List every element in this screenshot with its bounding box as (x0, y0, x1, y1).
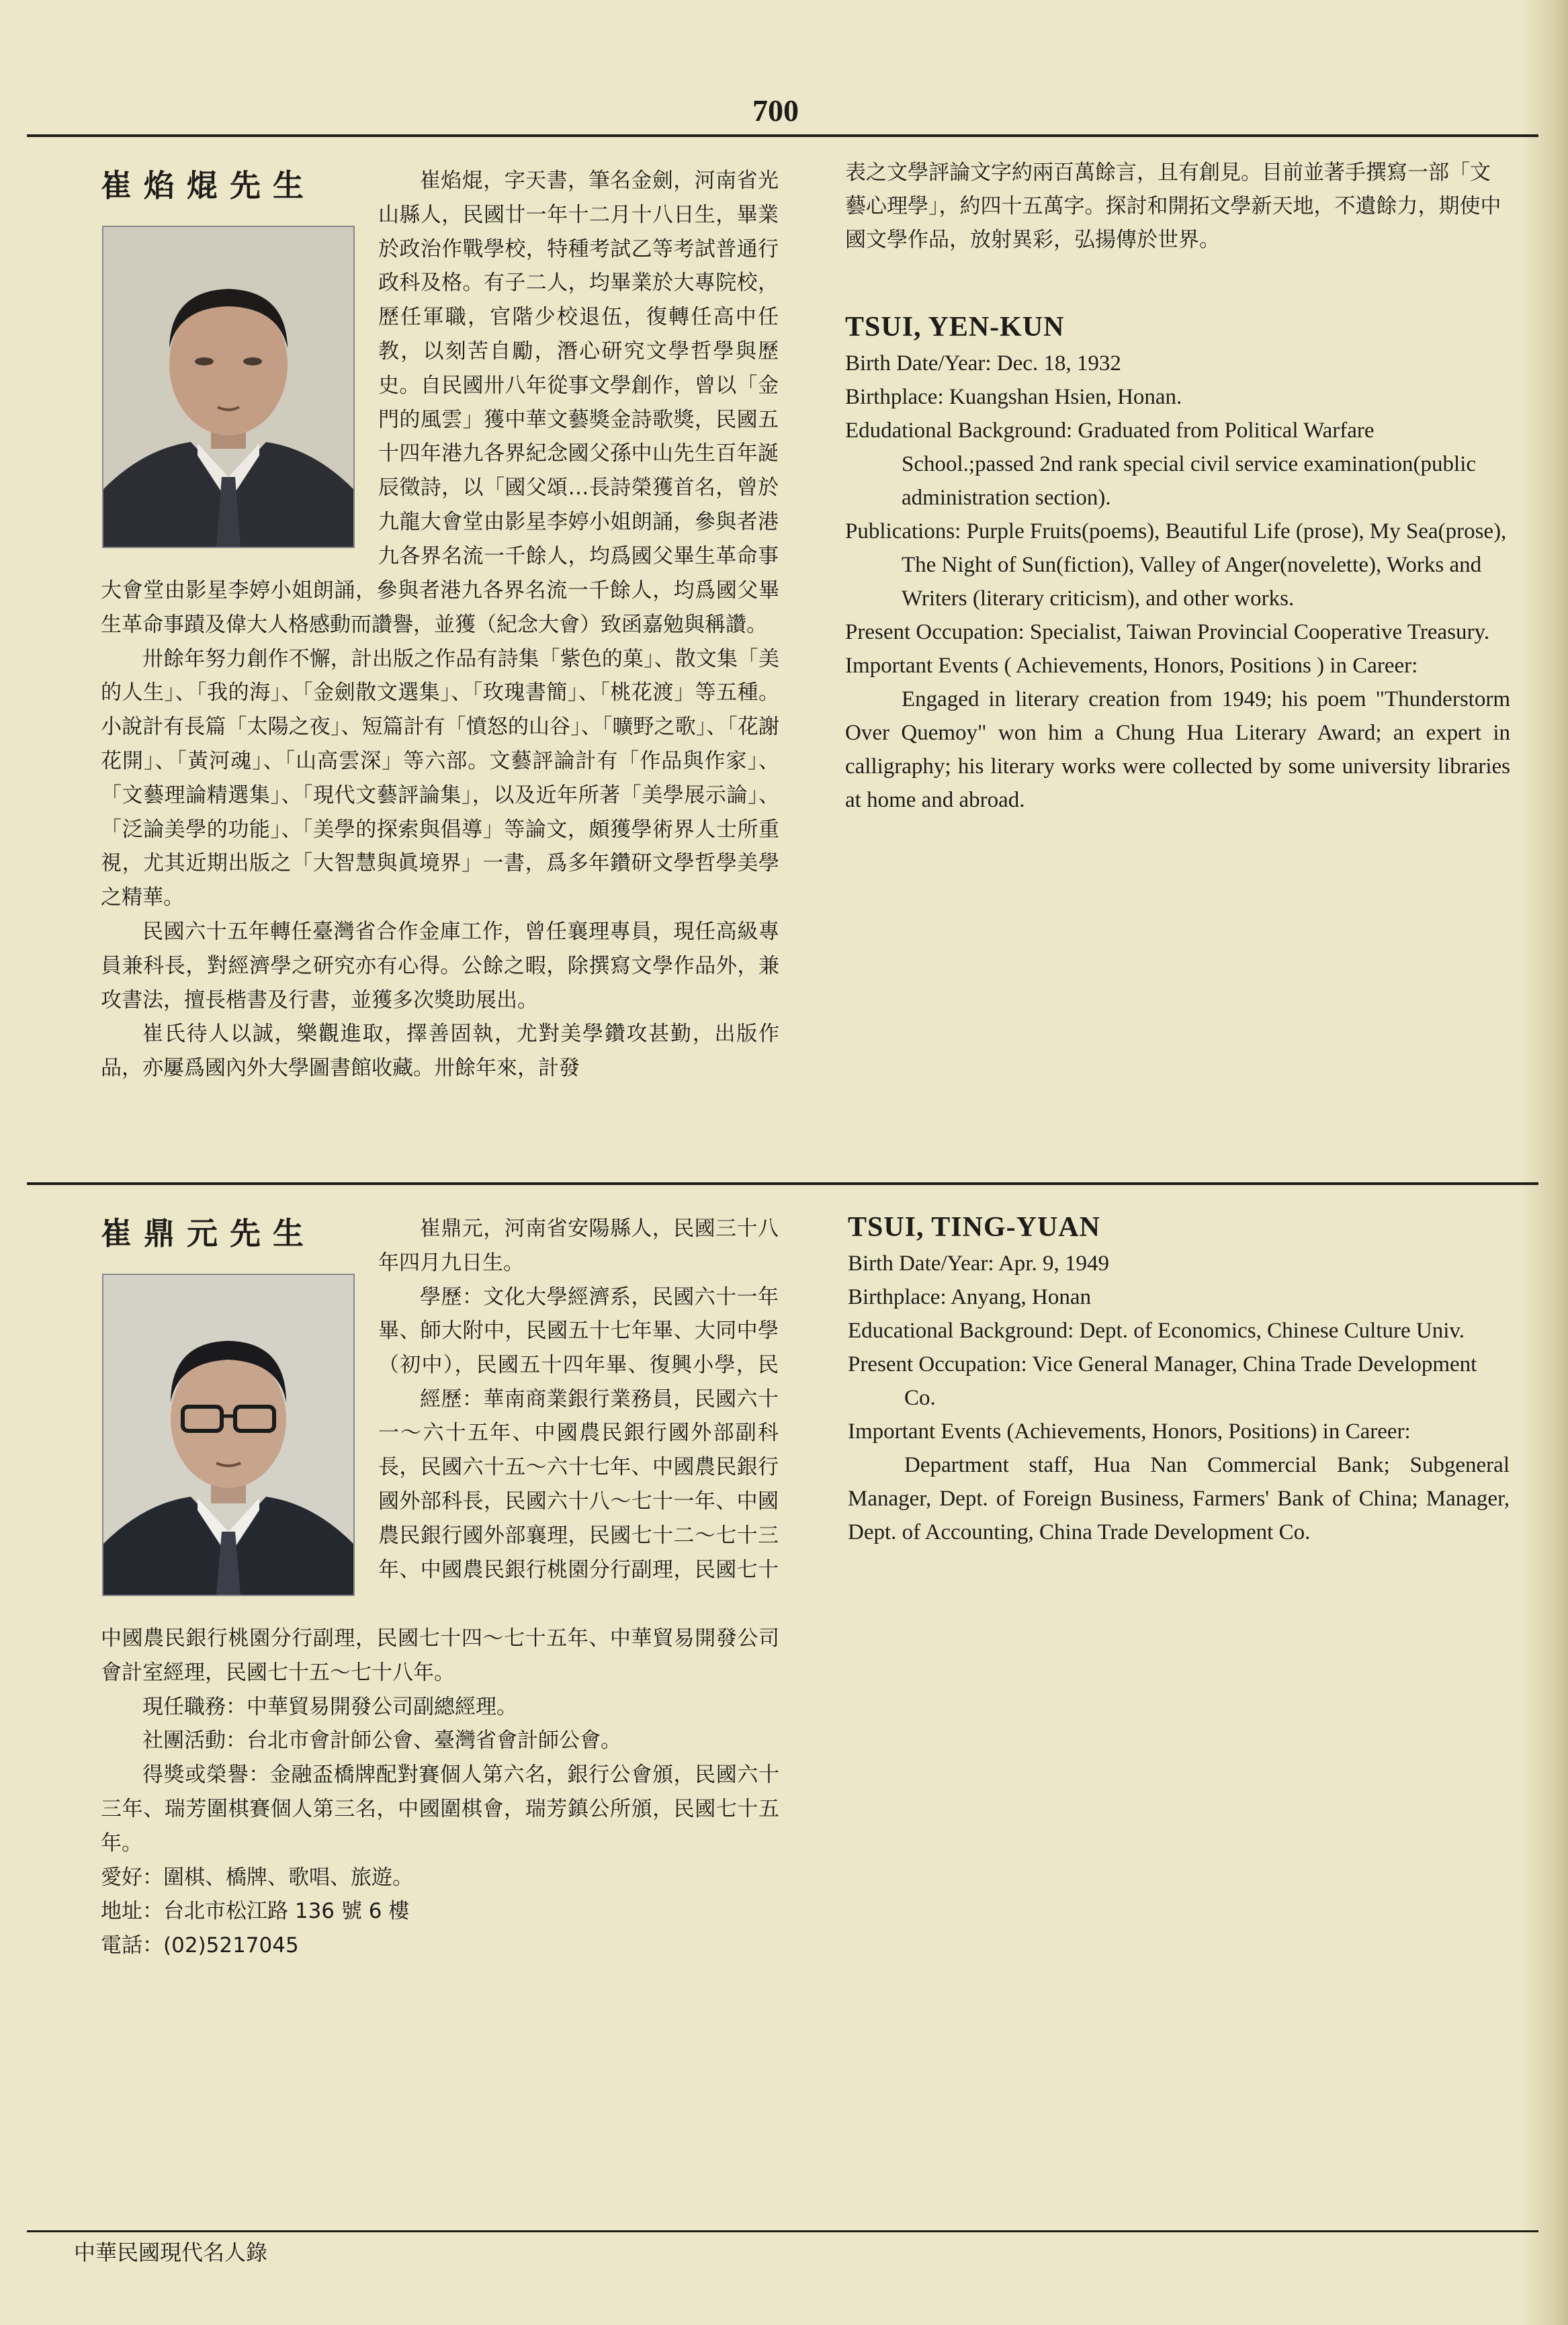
entry2-portrait-image (103, 1275, 353, 1595)
entry2-events-label: Important Events (Achievements, Honors, Positions) in Career: (848, 1419, 1411, 1444)
entry1-occupation: Present Occupation: Specialist, Taiwan Provincial Cooperative Treasury. (845, 620, 1490, 644)
entry2-bio-line-1: 學歷：文化大學經濟系，民國六十一年畢、師大附中，民國五十七年畢、大同中學（初中），民國五十四年畢、復興小學，民 (378, 1284, 779, 1378)
entry1-bio-en (845, 156, 1510, 817)
entry2-address: 地址：台北市松江路 136 號 6 樓 (101, 1899, 410, 1924)
entry2-name-cn: 崔鼎元先生 (101, 1215, 316, 1252)
entry-divider (27, 1182, 1538, 1185)
entry2-birth: Birth Date/Year: Apr. 9, 1949 (848, 1252, 1109, 1276)
entry1-birth: Birth Date/Year: Dec. 18, 1932 (845, 351, 1121, 376)
entry1-bio-cn-cont: 表之文學評論文字約兩百萬餘言，且有創見。目前並著手撰寫一部「文藝心理學」，約四十五萬字。探討和開拓文學新天地，不遺餘力，期使中國文學作品，放射異彩，弘揚傳於世界。 (845, 161, 1501, 252)
entry2-name-en: TSUI, TING-YUAN (848, 1212, 1100, 1243)
entry1-bio-cn-bottom (101, 574, 779, 1165)
entry2-bio-en (848, 1211, 1510, 1549)
entry1-birthplace: Birthplace: Kuangshan Hsien, Honan. (845, 385, 1182, 409)
entry2-bio-line-4: 社團活動：台北市會計師公會、臺灣省會計師公會。 (142, 1728, 621, 1753)
entry2-bio-line-3: 現任職務：中華貿易開發公司副總經理。 (142, 1694, 517, 1719)
entry2-bio-line-5: 得獎或榮譽：金融盃橋牌配對賽個人第六名，銀行公會頒，民國六十三年、瑞芳圍棋賽個人第三名，中國圍棋會，瑞芳鎮公所頒，民國七十五年。 (101, 1763, 779, 1855)
entry1-name-cn: 崔焰焜先生 (101, 167, 316, 204)
entry1-bio-cn-top (378, 164, 779, 574)
entry1-events: Engaged in literary creation from 1949; his poem "Thunderstorm Over Quemoy" won him a Chung Hua Literary Award; an expert in calligraphy; his literary works were collected by some university libraries at home and abroad. (845, 687, 1510, 812)
entry2-bio-line-2-tail: 中國農民銀行桃園分行副理，民國七十四～七十五年、中華貿易開發公司會計室經理，民國七十五～七十八年。 (101, 1626, 779, 1685)
entry1-bio-cn-p4: 崔氏待人以誠，樂觀進取，擇善固執，尤對美學鑽攻甚勤，出版作品，亦屢爲國內外大學圖書館收藏。卅餘年來，計發 (101, 1022, 779, 1081)
entry1-events-label: Important Events ( Achievements, Honors, Positions ) in Career: (845, 654, 1418, 678)
entry2-occupation: Present Occupation: Vice General Manager, China Trade Development Co. (848, 1352, 1477, 1410)
entry1-bio-cn-p3: 民國六十五年轉任臺灣省合作金庫工作，曾任襄理專員，現任高級專員兼科長，對經濟學之研究亦有心得。公餘之暇，除撰寫文學作品外，兼攻書法，擅長楷書及行書，並獲多次獎助展出。 (101, 919, 779, 1012)
entry1-portrait-image (103, 227, 353, 547)
entry1-name-en: TSUI, YEN-KUN (845, 312, 1065, 343)
entry2-bio-cn-bottom (101, 1622, 779, 1963)
entry2-education: Educational Background: Dept. of Economics, Chinese Culture Univ. (848, 1319, 1465, 1343)
entry2-hobby: 愛好：圍棋、橋牌、歌唱、旅遊。 (101, 1865, 413, 1890)
page-edge (1521, 0, 1568, 2325)
entry2-events: Department staff, Hua Nan Commercial Bank; Subgeneral Manager, Dept. of Foreign Business, Farmers' Bank of China; Manager, Dept. of Accounting, China Trade Development Co. (848, 1453, 1510, 1544)
entry1-bio-cn-p2: 卅餘年努力創作不懈，計出版之作品有詩集「紫色的菓」、散文集「美的人生」、「我的海」、「金劍散文選集」、「玫瑰書簡」、「桃花渡」等五種。小說計有長篇「太陽之夜」、短篇計有「憤怒的山谷」、「曠野之歌」、「花謝花開」、「黃河魂」、「山高雲深」等六部。文藝評論計有「作品與作家」、「文藝理論精選集」、「現代文藝評論集」，以及近年所著「美學展示論」、「泛論美學的功能」、「美學的探索與倡導」等論文，頗獲學術界人士所重視，尤其近期出版之「大智慧與眞境界」一書，爲多年鑽研文學哲學美學之精華。 (101, 646, 779, 910)
header-rule (27, 134, 1538, 137)
entry2-bio-cn-top (378, 1212, 779, 1587)
page-number: 700 (752, 93, 799, 128)
entry2-bio-line-0: 崔鼎元，河南省安陽縣人，民國三十八年四月九日生。 (378, 1217, 779, 1275)
entry2-bio-line-2: 經歷：華南商業銀行業務員，民國六十一～六十五年、中國農民銀行國外部副科長，民國六十五～六十七年、中國農民銀行國外部科長，民國六十八～七十一年、中國農民銀行國外部襄理，民國七十二～七十三年、中國農民銀行桃園分行副理，民國七十 (378, 1387, 779, 1582)
entry1-bio-cn-p1-tail: 大會堂由影星李婷小姐朗誦，參與者港九各界名流一千餘人，均爲國父畢生革命事蹟及偉大人格感動而讚譽，並獲（紀念大會）致函嘉勉與稱讚。 (101, 578, 779, 637)
entry2-birthplace: Birthplace: Anyang, Honan (848, 1285, 1092, 1309)
entry1-education: Edudational Background: Graduated from Political Warfare School.;passed 2nd rank special civil service examination(public administration section). (845, 419, 1477, 510)
footer-title: 中華民國現代名人錄 (74, 2240, 268, 2265)
footer-rule (27, 2230, 1538, 2232)
entry1-publications: Publications: Purple Fruits(poems), Beautiful Life (prose), My Sea(prose), The Night of Sun(fiction), Valley of Anger(novelette), Works and Writers (literary criticism), and other works. (845, 519, 1507, 611)
entry2-portrait (102, 1274, 355, 1596)
entry2-phone: 電話：(02)5217045 (101, 1933, 299, 1958)
entry1-bio-cn-p1: 崔焰焜，字天書，筆名金劍，河南省光山縣人，民國廿一年十二月十八日生，畢業於政治作戰學校，特種考試乙等考試普通行政科及格。有子二人，均畢業於大專院校，歷任軍職，官階少校退伍，復轉任高中任教，以刻苦自勵，潛心研究文學哲學與歷史。自民國卅八年從事文學創作，曾以「金門的風雲」獲中華文藝獎金詩歌獎，民國五十四年港九各界紀念國父孫中山先生百年誕辰徵詩，以「國父頌…長詩榮獲首名，曾於九龍大會堂由影星李婷小姐朗誦，參與者港九各界名流一千餘人，均爲國父畢生革命事 (378, 169, 779, 568)
entry1-portrait (102, 226, 355, 548)
